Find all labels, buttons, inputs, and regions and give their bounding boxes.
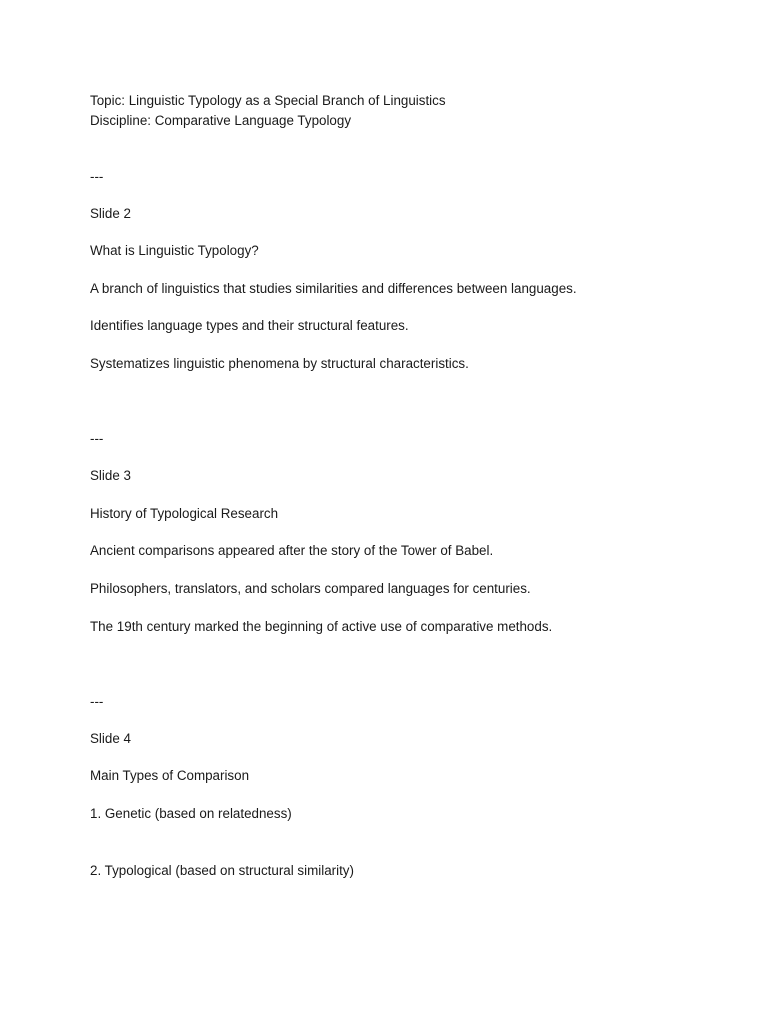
- slide-number: Slide 4: [90, 731, 131, 746]
- separator: ---: [90, 694, 104, 709]
- slide-point: A branch of linguistics that studies similarities and differences between languages.: [90, 281, 577, 296]
- separator: ---: [90, 431, 104, 446]
- slide-title: What is Linguistic Typology?: [90, 243, 259, 258]
- slide-point: 2. Typological (based on structural similarity): [90, 863, 354, 878]
- slide-point: 1. Genetic (based on relatedness): [90, 806, 292, 821]
- slide-point: Systematizes linguistic phenomena by structural characteristics.: [90, 356, 469, 371]
- slide-point: Identifies language types and their structural features.: [90, 318, 409, 333]
- slide-point: The 19th century marked the beginning of active use of comparative methods.: [90, 619, 553, 634]
- discipline-line: Discipline: Comparative Language Typology: [90, 113, 352, 128]
- slide-number: Slide 3: [90, 468, 131, 483]
- slide-point: Ancient comparisons appeared after the story of the Tower of Babel.: [90, 543, 494, 558]
- slide-title: Main Types of Comparison: [90, 768, 250, 783]
- topic-line: Topic: Linguistic Typology as a Special Branch of Linguistics: [90, 93, 446, 108]
- separator: ---: [90, 169, 104, 184]
- slide-number: Slide 2: [90, 206, 131, 221]
- slide-point: Philosophers, translators, and scholars compared languages for centuries.: [90, 581, 531, 596]
- slide-title: History of Typological Research: [90, 506, 279, 521]
